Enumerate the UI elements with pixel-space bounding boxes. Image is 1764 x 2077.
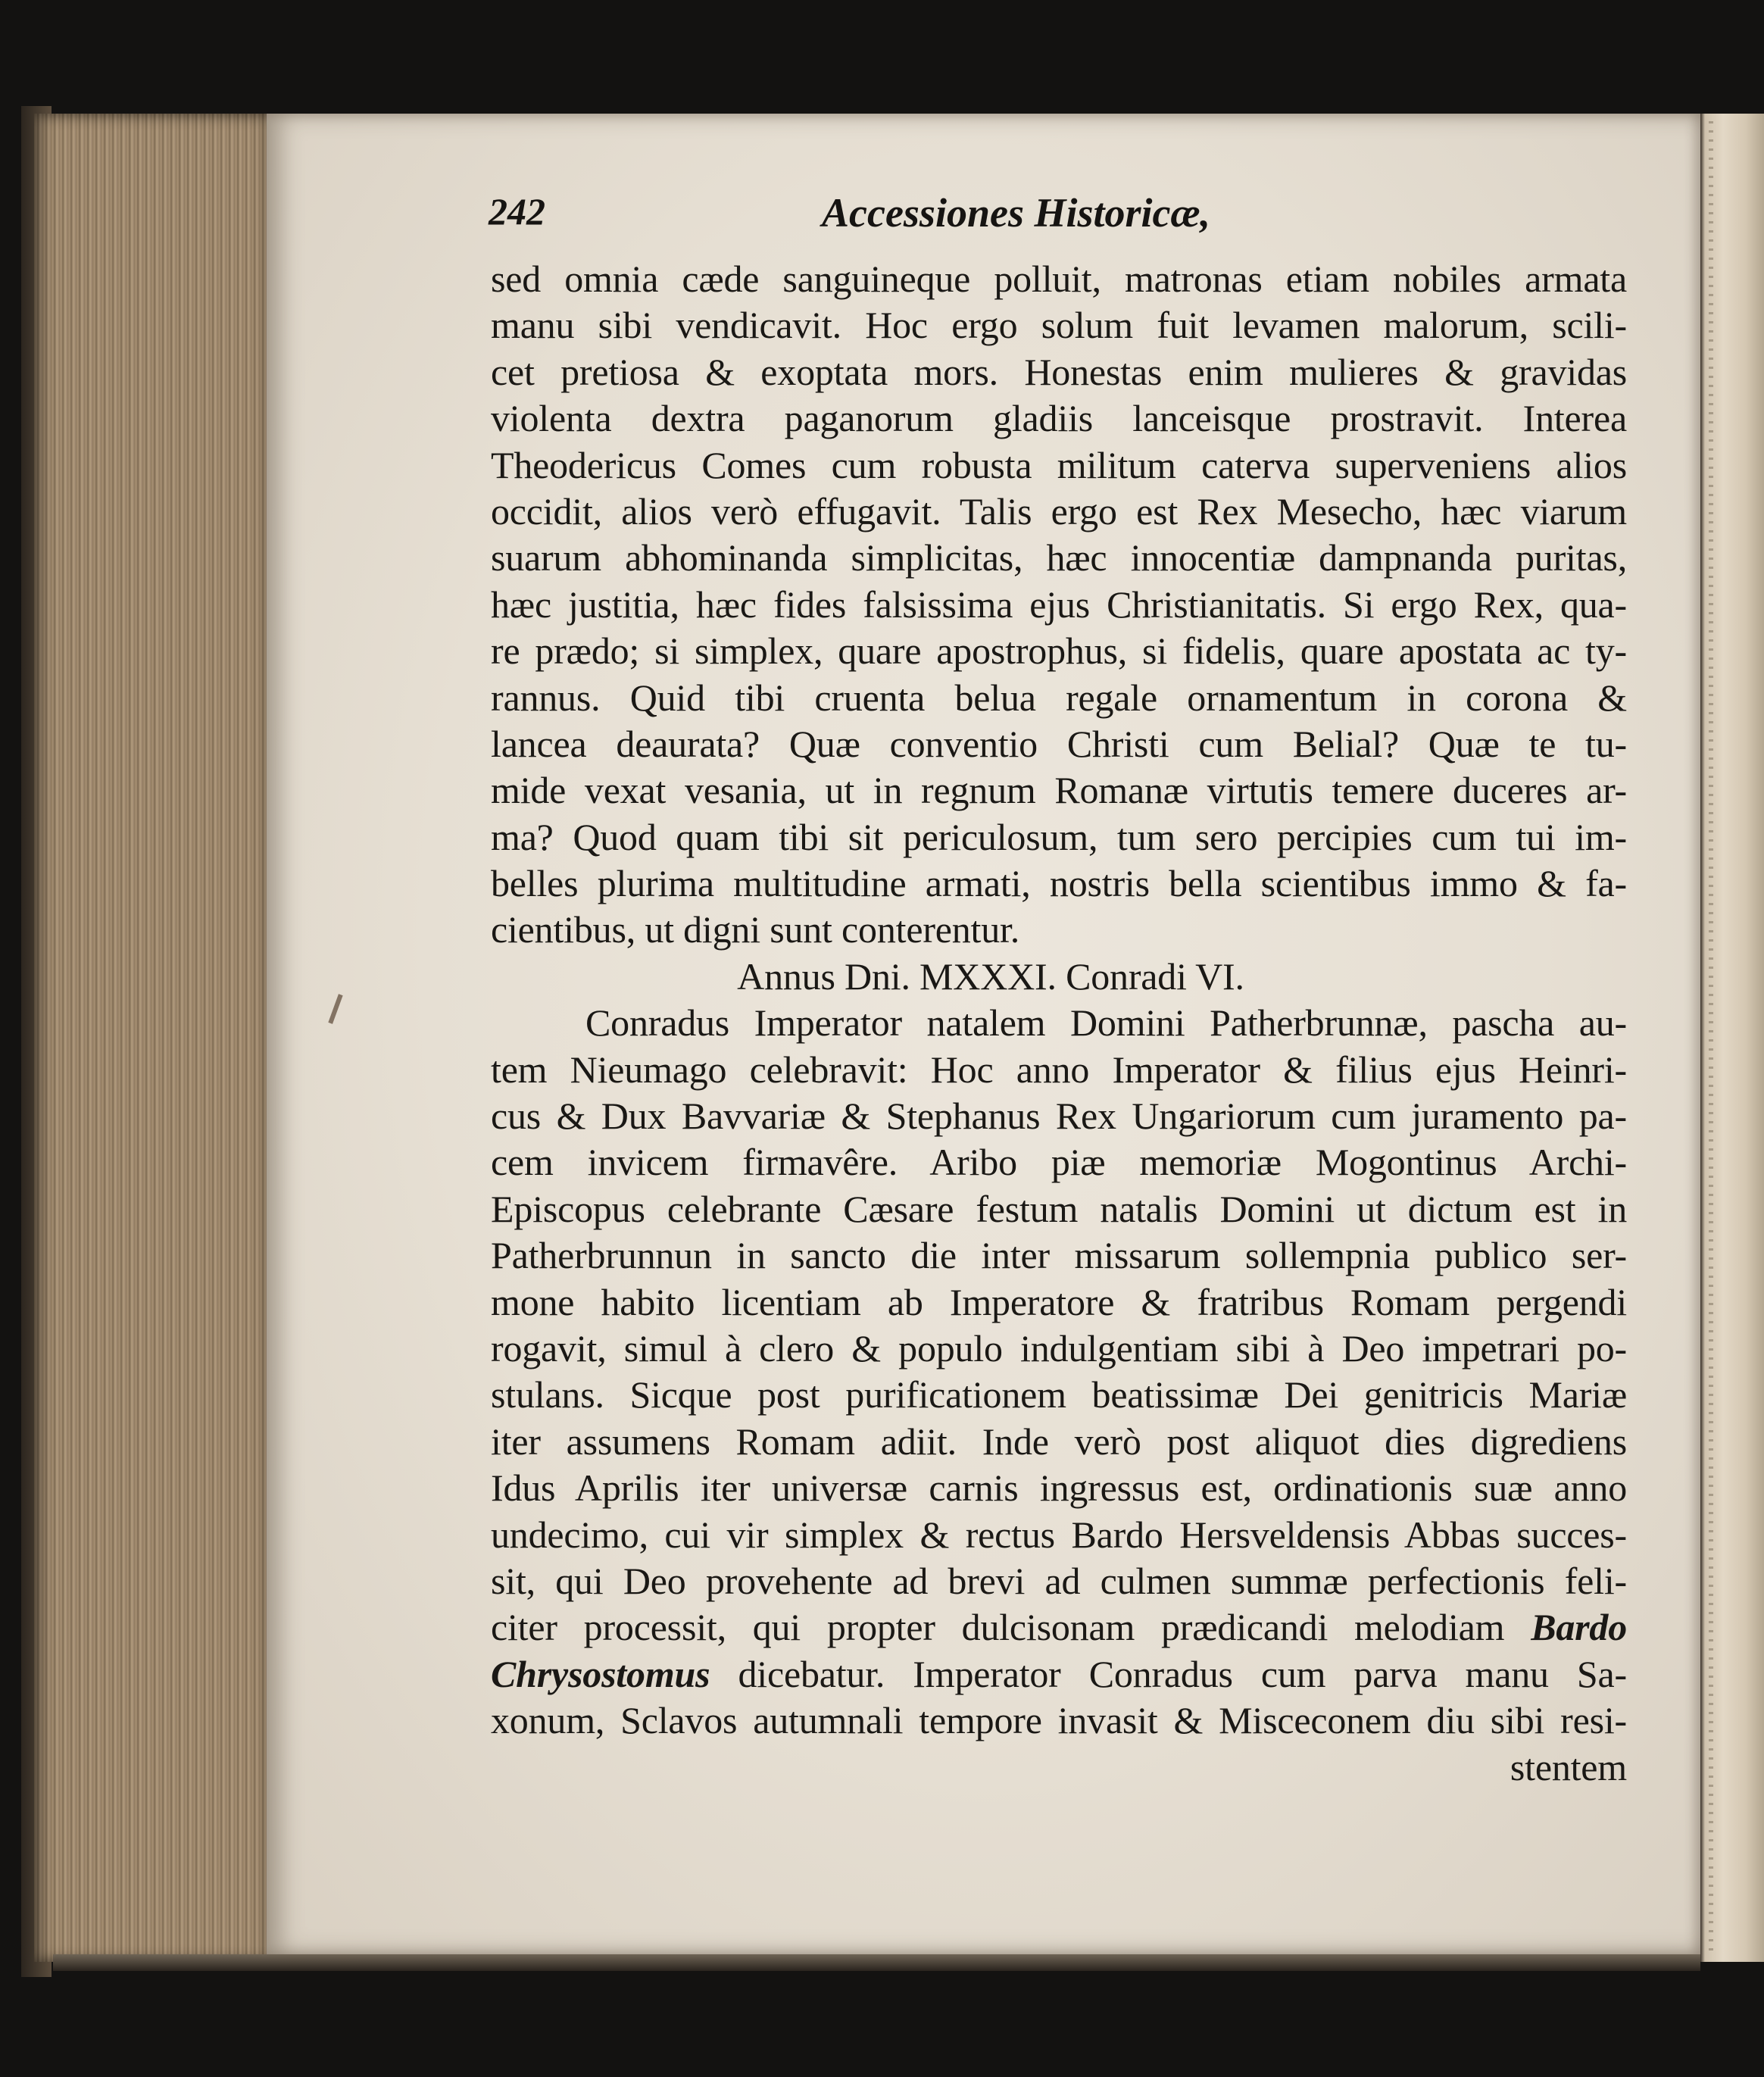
text-line: belles plurima multitudine armati, nostris bella scientibus immo & fa- (491, 862, 1627, 905)
text-line: rogavit, simul à clero & populo indulgentiam sibi à Deo impetrari po- (491, 1326, 1627, 1370)
text-line: cus & Dux Bavvariæ & Stephanus Rex Ungariorum cum juramento pa- (491, 1095, 1627, 1138)
year-heading: Annus Dni. MXXXI. Conradi VI. (737, 954, 1244, 998)
left-page-edges (34, 114, 276, 1962)
italic-name-bardo: Bardo (1531, 1606, 1627, 1649)
text-line: xonum, Sclavos autumnali tempore invasit & Misceconem diu sibi resi- (491, 1699, 1627, 1742)
text-fragment: citer processit, qui propter dulcisonam prædicandi melodiam (491, 1606, 1505, 1649)
text-line: ma? Quod quam tibi sit periculosum, tum sero percipies cum tui im- (491, 815, 1627, 858)
text-line: rannus. Quid tibi cruenta belua regale ornamentum in corona & (491, 676, 1627, 719)
text-fragment: dicebatur. Imperator Conradus cum parva manu Sa- (738, 1652, 1627, 1695)
text-line: mone habito licentiam ab Imperatore & fratribus Romam pergendi (491, 1280, 1627, 1323)
bottom-page-edge (53, 1954, 1700, 1971)
text-line: mide vexat vesania, ut in regnum Romanæ virtutis temere duceres ar- (491, 769, 1627, 812)
text-line: Patherbrunnun in sancto die inter missarum sollempnia publico ser- (491, 1234, 1627, 1277)
right-leaf-lines (1709, 121, 1713, 1954)
text-line: violenta dextra paganorum gladiis lanceisque prostravit. Interea (491, 397, 1627, 440)
text-line: iter assumens Romam adiit. Inde verò post aliquot dies digrediens (491, 1420, 1627, 1463)
text-line: occidit, alios verò effugavit. Talis ergo est Rex Mesecho, hæc viarum (491, 489, 1627, 533)
page-header (489, 189, 1269, 250)
text-line: Conradus Imperator natalem Domini Patherbrunnæ, pascha au- (585, 1001, 1627, 1045)
catchword: stentem (1510, 1745, 1627, 1788)
text-line: manu sibi vendicavit. Hoc ergo solum fuit levamen malorum, scili- (491, 304, 1627, 347)
text-line: cientibus, ut digni sunt conterentur. (491, 908, 1020, 951)
text-line: sit, qui Deo provehente ad brevi ad culmen summæ perfectionis feli- (491, 1559, 1627, 1602)
text-line: cem invicem firmavêre. Aribo piæ memoriæ Mogontinus Archi- (491, 1141, 1627, 1184)
text-line: Idus Aprilis iter universæ carnis ingressus est, ordinationis suæ anno (491, 1466, 1627, 1510)
text-line-with-name (491, 1604, 1627, 1651)
page-number: 242 (489, 190, 545, 233)
text-line: tem Nieumago celebravit: Hoc anno Imperator & filius ejus Heinri- (491, 1048, 1627, 1091)
text-line: stulans. Sicque post purificationem beatissimæ Dei genitricis Mariæ (491, 1373, 1627, 1416)
text-line: sed omnia cæde sanguineque polluit, matronas etiam nobiles armata (491, 258, 1627, 300)
text-line: hæc justitia, hæc fides falsissima ejus Christianitatis. Si ergo Rex, qua- (491, 582, 1627, 626)
text-line: Episcopus celebrante Cæsare festum natalis Domini ut dictum est in (491, 1187, 1627, 1230)
text-line: lancea deaurata? Quæ conventio Christi cum Belial? Quæ te tu- (491, 722, 1627, 765)
text-line: re prædo; si simplex, quare apostrophus, si fidelis, quare apostata ac ty- (491, 629, 1627, 673)
body-text (491, 256, 1627, 1791)
text-line: suarum abhominanda simplicitas, hæc innocentiæ dampnanda puritas, (491, 536, 1627, 579)
text-line-with-name (491, 1651, 1627, 1698)
text-line: Theodericus Comes cum robusta militum caterva superveniens alios (491, 443, 1627, 486)
text-line: undecimo, cui vir simplex & rectus Bardo Hersveldensis Abbas succes- (491, 1513, 1627, 1556)
italic-name-chrysostomus: Chrysostomus (491, 1652, 710, 1695)
text-line: cet pretiosa & exoptata mors. Honestas enim mulieres & gravidas (491, 350, 1627, 393)
running-head: Accessiones Historicæ, (822, 190, 1210, 236)
